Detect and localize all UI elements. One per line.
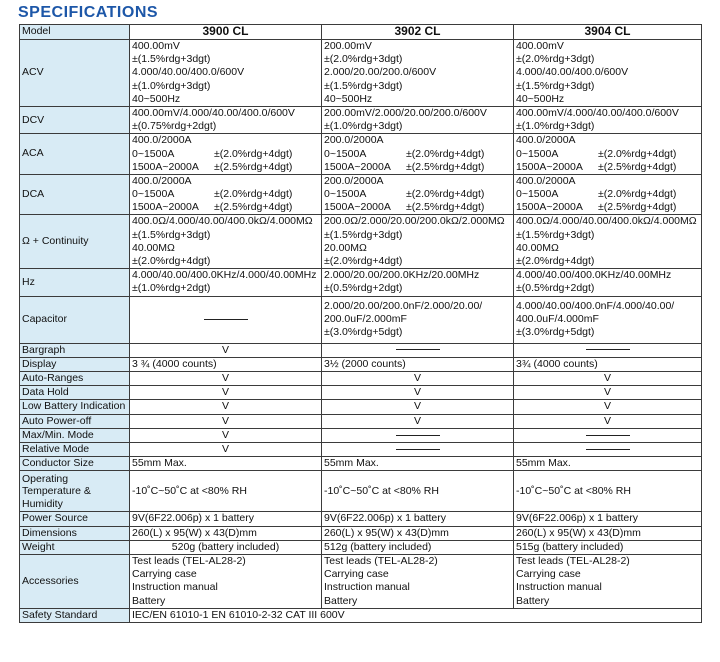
cell-line	[516, 161, 699, 174]
cell-line: 2.000/20.00/200.0nF/2.000/20.00/	[324, 299, 483, 312]
range-text: 1500A~2000A	[516, 160, 583, 173]
dcv-3904	[514, 106, 702, 133]
safety-standard-label: Safety Standard	[20, 608, 130, 622]
accuracy-text: ±(2.0%rdg+4dgt)	[598, 147, 677, 160]
max-min-3904	[514, 428, 702, 442]
cell-line: 400.0/2000A	[516, 134, 576, 147]
row-low-battery	[20, 400, 702, 414]
row-auto-ranges	[20, 371, 702, 385]
page-title: SPECIFICATIONS	[18, 4, 159, 21]
accuracy-text: ±(2.0%rdg+4dgt)	[406, 147, 485, 160]
low-battery-label: Low Battery Indication	[20, 400, 130, 414]
dimensions-3902: 260(L) x 95(W) x 43(D)mm	[322, 526, 514, 540]
accuracy-text: ±(2.5%rdg+4dgt)	[598, 160, 677, 173]
accuracy-text: ±(2.5%rdg+4dgt)	[406, 160, 485, 173]
aca-label: ACA	[20, 134, 130, 175]
not-available-dash	[396, 349, 440, 350]
accessory-item: Test leads (TEL-AL28-2)	[132, 555, 246, 567]
relative-mode-3900: V	[130, 442, 322, 456]
cell-line: ±(1.0%rdg+3dgt)	[132, 79, 211, 92]
cell-line: ±(2.0%rdg+4dgt)	[516, 255, 595, 267]
cell-line: 200.00mV	[324, 40, 372, 52]
cell-line: 200.0Ω/2.000/20.00/200.0kΩ/2.000MΩ	[324, 215, 505, 228]
cell-line	[516, 148, 699, 161]
accessories-3902	[322, 555, 514, 609]
cell-line: ±(0.75%rdg+2dgt)	[132, 120, 217, 133]
dimensions-label: Dimensions	[20, 526, 130, 540]
row-acv	[20, 40, 702, 107]
cell-line: 400.0/2000A	[132, 174, 192, 187]
cell-line: ±(1.5%rdg+3dgt)	[132, 228, 211, 241]
cell-line: ±(1.0%rdg+3dgt)	[324, 120, 403, 133]
accuracy-text: ±(2.0%rdg+4dgt)	[214, 188, 293, 201]
power-source-3900: 9V(6F22.006p) x 1 battery	[130, 512, 322, 526]
acv-3902	[322, 40, 514, 107]
auto-ranges-label: Auto-Ranges	[20, 371, 130, 385]
weight-3902: 512g (battery included)	[322, 540, 514, 554]
capacitor-label: Capacitor	[20, 296, 130, 343]
cell-line: ±(0.5%rdg+2dgt)	[516, 282, 595, 295]
accessory-item: Battery	[516, 594, 550, 607]
range-text: 0~1500A	[516, 147, 559, 160]
cell-line: 400.00mV	[132, 40, 180, 52]
cell-line: ±(2.0%rdg+3dgt)	[324, 53, 403, 66]
low-battery-3900: V	[130, 400, 322, 414]
accuracy-text: ±(2.0%rdg+4dgt)	[214, 147, 293, 160]
row-safety-standard	[20, 608, 702, 622]
cell-line	[516, 188, 699, 201]
row-accessories	[20, 555, 702, 609]
relative-mode-3904	[514, 442, 702, 456]
model-3900cl: 3900 CL	[130, 25, 322, 40]
row-bargraph	[20, 343, 702, 357]
row-power-source	[20, 512, 702, 526]
conductor-size-3900: 55mm Max.	[130, 457, 322, 471]
cell-line: 400.0Ω/4.000/40.00/400.0kΩ/4.000MΩ	[516, 215, 697, 228]
cell-line: ±(3.0%rdg+5dgt)	[324, 326, 403, 339]
row-relative-mode	[20, 442, 702, 456]
accuracy-text: ±(2.5%rdg+4dgt)	[214, 160, 293, 173]
cell-line: ±(1.0%rdg+3dgt)	[516, 120, 595, 133]
accessory-item: Carrying case	[132, 568, 197, 581]
row-dcv	[20, 106, 702, 133]
not-available-dash	[586, 349, 630, 350]
relative-mode-label: Relative Mode	[20, 442, 130, 456]
cell-line: 400.0/2000A	[132, 134, 192, 147]
cell-line: 2.000/20.00/200.0KHz/20.00MHz	[324, 269, 480, 282]
cell-line: ±(2.0%rdg+4dgt)	[324, 255, 403, 267]
range-text: 0~1500A	[132, 147, 175, 160]
cell-line: ±(1.5%rdg+3dgt)	[132, 53, 211, 66]
cell-line: ±(1.0%rdg+2dgt)	[132, 282, 211, 295]
auto-power-off-3900: V	[130, 414, 322, 428]
cell-line: 4.000/40.00/400.0KHz/4.000/40.00MHz	[132, 269, 317, 282]
aca-3900	[130, 134, 322, 175]
not-available-dash	[396, 449, 440, 450]
cell-line: 400.0Ω/4.000/40.00/400.0kΩ/4.000MΩ	[132, 215, 313, 228]
cell-line: ±(2.0%rdg+4dgt)	[132, 255, 211, 267]
accuracy-text: ±(2.0%rdg+4dgt)	[406, 188, 485, 201]
cell-line: 400.0/2000A	[516, 174, 576, 187]
dca-3902	[322, 174, 514, 215]
dimensions-3904: 260(L) x 95(W) x 43(D)mm	[514, 526, 702, 540]
acv-3900	[130, 40, 322, 107]
bargraph-label: Bargraph	[20, 343, 130, 357]
model-3902cl: 3902 CL	[322, 25, 514, 40]
row-weight	[20, 540, 702, 554]
accessory-item: Test leads (TEL-AL28-2)	[324, 555, 438, 567]
power-source-3902: 9V(6F22.006p) x 1 battery	[322, 512, 514, 526]
accessory-item: Carrying case	[324, 568, 389, 581]
power-source-3904: 9V(6F22.006p) x 1 battery	[514, 512, 702, 526]
cell-line: 200.00mV/2.000/20.00/200.0/600V	[324, 106, 487, 119]
weight-3904: 515g (battery included)	[514, 540, 702, 554]
cell-line: 400.00mV/4.000/40.00/400.0/600V	[516, 106, 679, 119]
conductor-size-3902: 55mm Max.	[322, 457, 514, 471]
dca-label: DCA	[20, 174, 130, 215]
row-conductor-size	[20, 457, 702, 471]
capacitor-3900	[130, 296, 322, 343]
low-battery-3902: V	[322, 400, 514, 414]
row-aca	[20, 134, 702, 175]
accessory-item: Instruction manual	[324, 581, 410, 594]
cell-line	[324, 161, 511, 174]
range-text: 1500A~2000A	[324, 160, 391, 173]
accessory-item: Test leads (TEL-AL28-2)	[516, 555, 630, 567]
cell-line: 200.0/2000A	[324, 134, 384, 147]
accessory-item: Carrying case	[516, 568, 581, 581]
accuracy-text: ±(2.5%rdg+4dgt)	[406, 201, 485, 214]
range-text: 1500A~2000A	[132, 201, 199, 214]
hz-3900	[130, 269, 322, 296]
cell-line: 40~500Hz	[324, 92, 373, 105]
accuracy-text: ±(2.5%rdg+4dgt)	[214, 201, 293, 214]
cell-line	[132, 148, 319, 161]
row-auto-power-off	[20, 414, 702, 428]
cell-line: 40~500Hz	[516, 92, 565, 105]
weight-3900: 520g (battery included)	[130, 540, 322, 554]
cell-line: 200.0/2000A	[324, 174, 384, 187]
not-available-dash	[204, 319, 248, 320]
row-dimensions	[20, 526, 702, 540]
data-hold-3902: V	[322, 386, 514, 400]
bargraph-3902	[322, 343, 514, 357]
auto-ranges-3902: V	[322, 371, 514, 385]
cell-line: ±(2.0%rdg+3dgt)	[516, 53, 595, 66]
ohm-3900	[130, 215, 322, 269]
weight-label: Weight	[20, 540, 130, 554]
cell-line: 4.000/40.00/400.0KHz/40.00MHz	[516, 269, 672, 282]
aca-3902	[322, 134, 514, 175]
relative-mode-3902	[322, 442, 514, 456]
cell-line	[516, 201, 699, 214]
range-text: 1500A~2000A	[132, 160, 199, 173]
not-available-dash	[586, 435, 630, 436]
safety-standard-value: IEC/EN 61010-1 EN 61010-2-32 CAT III 600V	[130, 608, 702, 622]
cell-line: 40.00MΩ	[132, 241, 175, 254]
range-text: 1500A~2000A	[516, 201, 583, 214]
cell-line: 400.00mV	[516, 40, 564, 52]
conductor-size-3904: 55mm Max.	[514, 457, 702, 471]
display-3902: 3½ (2000 counts)	[322, 357, 514, 371]
dcv-3902	[322, 106, 514, 133]
header-row	[20, 25, 702, 40]
range-text: 1500A~2000A	[324, 201, 391, 214]
cell-line	[324, 148, 511, 161]
cell-line: 400.0uF/4.000mF	[516, 312, 599, 325]
bargraph-3904	[514, 343, 702, 357]
cell-line: 20.00MΩ	[324, 241, 367, 254]
cell-line: ±(1.5%rdg+3dgt)	[516, 79, 595, 92]
cell-line: 2.000/20.00/200.0/600V	[324, 66, 437, 79]
cell-line: ±(1.5%rdg+3dgt)	[324, 228, 403, 241]
accessory-item: Instruction manual	[132, 581, 218, 594]
dca-3904	[514, 174, 702, 215]
data-hold-label: Data Hold	[20, 386, 130, 400]
operating-3900: -10˚C~50˚C at <80% RH	[130, 471, 322, 512]
row-hz	[20, 269, 702, 296]
capacitor-3902	[322, 296, 514, 343]
cell-line: 40~500Hz	[132, 92, 181, 105]
accessories-3900	[130, 555, 322, 609]
auto-ranges-3904: V	[514, 371, 702, 385]
operating-3902: -10˚C~50˚C at <80% RH	[322, 471, 514, 512]
cell-line: 4.000/40.00/400.0nF/4.000/40.00/	[516, 299, 675, 312]
auto-power-off-label: Auto Power-off	[20, 414, 130, 428]
row-data-hold	[20, 386, 702, 400]
cell-line: 4.000/40.00/400.0/600V	[516, 66, 629, 79]
accessory-item: Battery	[324, 594, 358, 607]
cell-line: ±(0.5%rdg+2dgt)	[324, 282, 403, 295]
cell-line	[132, 161, 319, 174]
operating-label: Operating Temperature & Humidity	[20, 471, 130, 512]
auto-power-off-3904: V	[514, 414, 702, 428]
data-hold-3904: V	[514, 386, 702, 400]
not-available-dash	[586, 449, 630, 450]
power-source-label: Power Source	[20, 512, 130, 526]
hz-3902	[322, 269, 514, 296]
dca-3900	[130, 174, 322, 215]
not-available-dash	[396, 435, 440, 436]
acv-3904	[514, 40, 702, 107]
cell-line: 200.0uF/2.000mF	[324, 312, 407, 325]
accessories-label: Accessories	[20, 555, 130, 609]
capacitor-3904	[514, 296, 702, 343]
accessory-item: Battery	[132, 594, 166, 607]
acv-label: ACV	[20, 40, 130, 107]
row-display	[20, 357, 702, 371]
row-dca	[20, 174, 702, 215]
cell-line	[324, 201, 511, 214]
cell-line	[324, 188, 511, 201]
max-min-3900: V	[130, 428, 322, 442]
range-text: 0~1500A	[516, 188, 559, 201]
cell-line: 400.00mV/4.000/40.00/400.0/600V	[132, 106, 295, 119]
ohm-label: Ω + Continuity	[20, 215, 130, 269]
display-label: Display	[20, 357, 130, 371]
range-text: 0~1500A	[132, 188, 175, 201]
accuracy-text: ±(2.0%rdg+4dgt)	[598, 188, 677, 201]
operating-3904: -10˚C~50˚C at <80% RH	[514, 471, 702, 512]
accessories-3904	[514, 555, 702, 609]
auto-power-off-3902: V	[322, 414, 514, 428]
hz-label: Hz	[20, 269, 130, 296]
accuracy-text: ±(2.5%rdg+4dgt)	[598, 201, 677, 214]
auto-ranges-3900: V	[130, 371, 322, 385]
dimensions-3900: 260(L) x 95(W) x 43(D)mm	[130, 526, 322, 540]
row-operating-conditions	[20, 471, 702, 512]
cell-line: ±(1.5%rdg+3dgt)	[324, 79, 403, 92]
cell-line: ±(1.5%rdg+3dgt)	[516, 228, 595, 241]
row-max-min-mode	[20, 428, 702, 442]
model-3904cl: 3904 CL	[514, 25, 702, 40]
max-min-3902	[322, 428, 514, 442]
model-label: Model	[20, 25, 130, 40]
row-capacitor	[20, 296, 702, 343]
ohm-3902	[322, 215, 514, 269]
conductor-size-label: Conductor Size	[20, 457, 130, 471]
low-battery-3904: V	[514, 400, 702, 414]
max-min-label: Max/Min. Mode	[20, 428, 130, 442]
range-text: 0~1500A	[324, 188, 367, 201]
data-hold-3900: V	[130, 386, 322, 400]
display-3900: 3 ¾ (4000 counts)	[130, 357, 322, 371]
cell-line	[132, 201, 319, 214]
ohm-3904	[514, 215, 702, 269]
cell-line: 4.000/40.00/400.0/600V	[132, 66, 245, 79]
accessory-item: Instruction manual	[516, 581, 602, 594]
cell-line	[132, 188, 319, 201]
row-ohm-continuity	[20, 215, 702, 269]
specifications-table	[19, 24, 702, 623]
cell-line: ±(3.0%rdg+5dgt)	[516, 326, 595, 339]
bargraph-3900: V	[130, 343, 322, 357]
dcv-3900	[130, 106, 322, 133]
range-text: 0~1500A	[324, 147, 367, 160]
display-3904: 3¾ (4000 counts)	[514, 357, 702, 371]
cell-line: 40.00MΩ	[516, 241, 559, 254]
hz-3904	[514, 269, 702, 296]
dcv-label: DCV	[20, 106, 130, 133]
aca-3904	[514, 134, 702, 175]
